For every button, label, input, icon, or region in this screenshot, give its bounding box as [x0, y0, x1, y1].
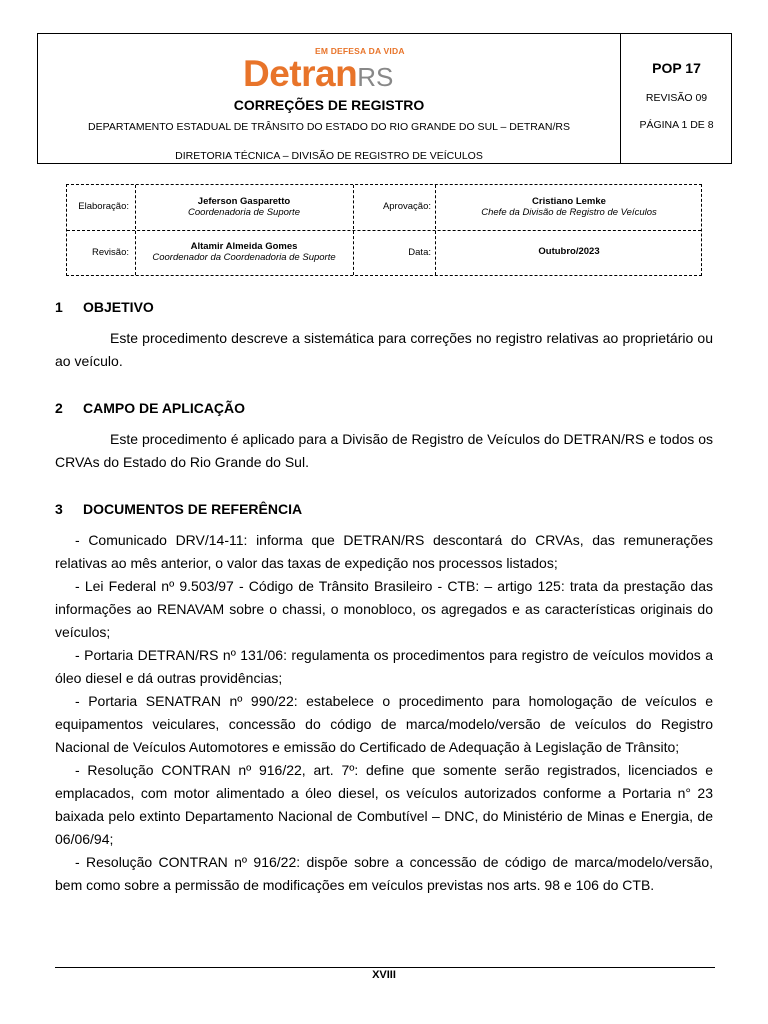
footer-page-number: XVIII	[372, 969, 396, 981]
revisao-name: Altamir Almeida Gomes	[190, 241, 298, 252]
section-3-list	[55, 529, 713, 897]
approval-table	[66, 184, 702, 276]
page-indicator: PÁGINA 1 DE 8	[639, 119, 714, 131]
revision-number: REVISÃO 09	[645, 92, 708, 104]
reference-item: - Comunicado DRV/14-11: informa que DETRAN/RS descontará do CRVAs, das remunerações relativas ao mês anterior, o valor das taxas de expedição nos processos listados;	[55, 532, 713, 571]
department-name: DEPARTAMENTO ESTADUAL DE TRÂNSITO DO ESTADO DO RIO GRANDE DO SUL – DETRAN/RS	[88, 121, 570, 133]
section-2-heading: 2 CAMPO DE APLICAÇÃO	[55, 400, 246, 416]
reference-item: - Lei Federal nº 9.503/97 - Código de Trânsito Brasileiro - CTB: – artigo 125: trata da prestação das informações ao RENAVAM sobre o chassi, o monobloco, os agregados e as características originais do veículos;	[55, 578, 713, 640]
directorate-name: DIRETORIA TÉCNICA – DIVISÃO DE REGISTRO DE VEÍCULOS	[175, 150, 483, 162]
aprovacao-cell	[435, 196, 703, 218]
logo-wordmark: DetranRS	[243, 53, 394, 94]
section-2-text: Este procedimento é aplicado para a Divisão de Registro de Veículos do DETRAN/RS e todos os CRVAs do Estado do Rio Grande do Sul.	[55, 431, 713, 470]
reference-item: - Portaria SENATRAN nº 990/22: estabelece o procedimento para homologação de veículos e equipamentos veiculares, concessão do código de marca/modelo/versão de veículos do Registro Nacional de Veículos Automotores e emissão do Certificado de Adequação à Legislação de Trânsito;	[55, 693, 713, 755]
section-3-heading: 3 DOCUMENTOS DE REFERÊNCIA	[55, 501, 303, 517]
logo-tagline: EM DEFESA DA VIDA	[315, 46, 405, 56]
revisao-role: Coordenador da Coordenadoria de Suporte	[152, 252, 336, 263]
aprovacao-label: Aprovação:	[382, 201, 431, 212]
footer-rule	[55, 967, 715, 968]
document-title: CORREÇÕES DE REGISTRO	[233, 97, 425, 113]
elaboracao-label: Elaboração:	[78, 201, 129, 212]
aprovacao-role: Chefe da Divisão de Registro de Veículos	[481, 207, 657, 218]
pop-number: POP 17	[652, 60, 701, 76]
elaboracao-role: Coordenadoria de Suporte	[188, 207, 300, 218]
data-label: Data:	[408, 247, 431, 258]
reference-item: - Resolução CONTRAN nº 916/22, art. 7º: define que somente serão registrados, licenciados e emplacados, com motor alimentado a óleo diesel, os veículos autorizados conforme a Portaria n° 23 baixada pelo extinto Departamento Nacional de Combutível – DNC, do Ministério de Minas e Energia, de 06/06/94;	[55, 762, 713, 847]
section-1-text: Este procedimento descreve a sistemática para correções no registro relativas ao proprietário ou ao veículo.	[55, 330, 713, 369]
data-cell	[435, 246, 703, 257]
reference-item: - Resolução CONTRAN nº 916/22: dispõe sobre a concessão de código de marca/modelo/versão, bem como sobre a permissão de modificações em veículos previstas nos arts. 98 e 106 do CTB.	[55, 854, 713, 893]
elaboracao-cell	[135, 196, 353, 218]
revisao-label: Revisão:	[92, 247, 129, 258]
detran-logo	[243, 44, 418, 92]
revisao-cell	[135, 241, 353, 263]
elaboracao-name: Jeferson Gasparetto	[197, 196, 291, 207]
aprovacao-name: Cristiano Lemke	[532, 196, 606, 207]
document-header	[37, 33, 732, 164]
section-1-heading: 1 OBJETIVO	[55, 299, 154, 315]
data-value: Outubro/2023	[538, 246, 600, 257]
reference-item: - Portaria DETRAN/RS nº 131/06: regulamenta os procedimentos para registro de veículos movidos a óleo diesel e dá outras providências;	[55, 647, 713, 686]
